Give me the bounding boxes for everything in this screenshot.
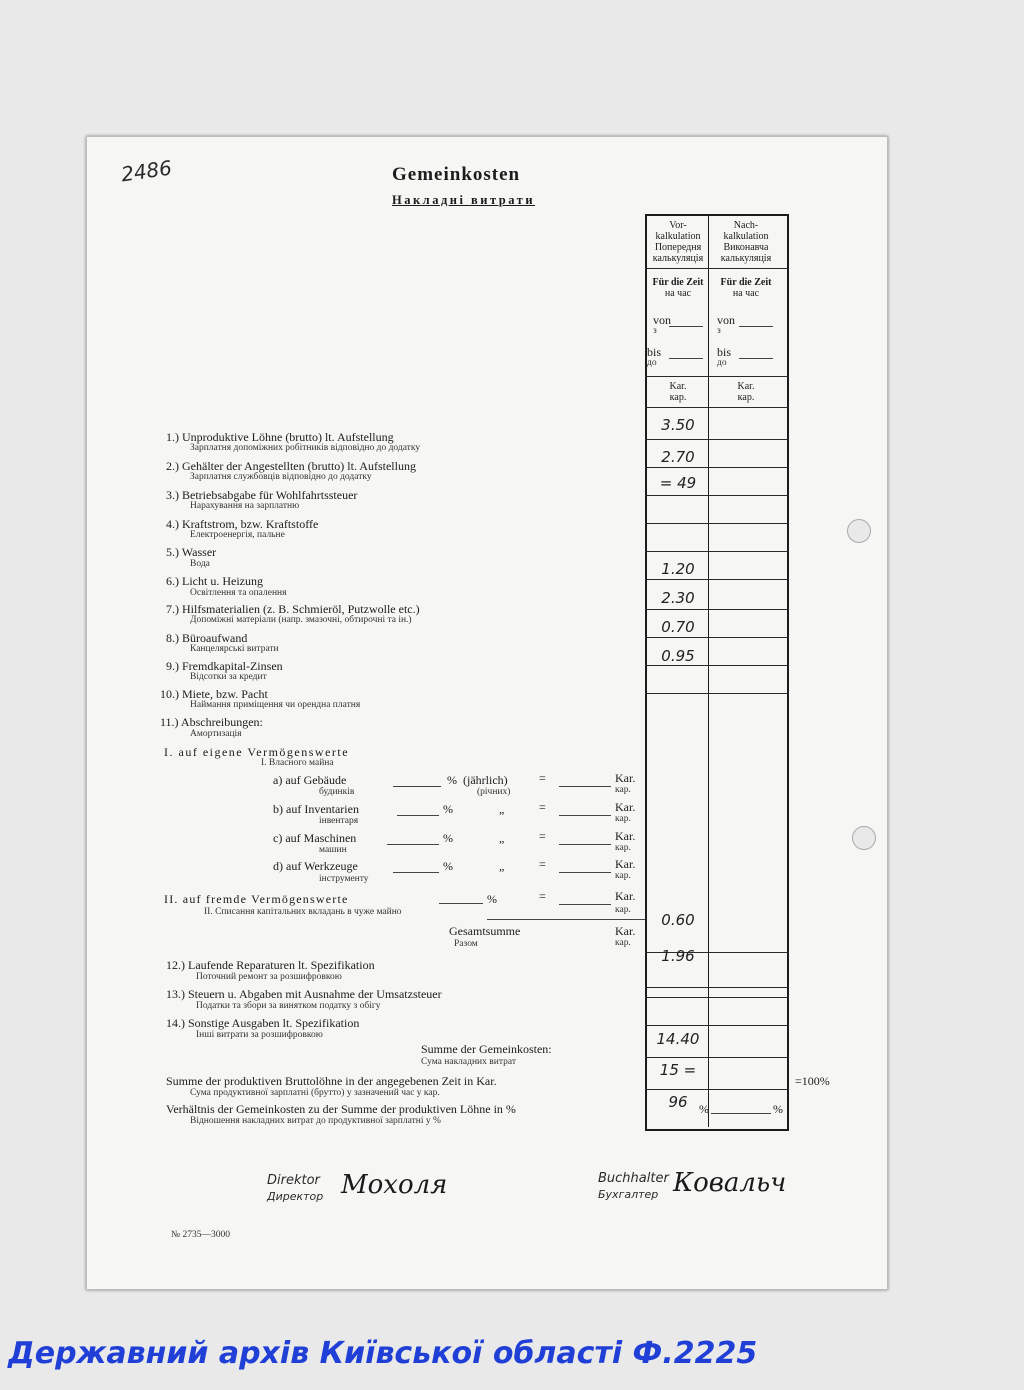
item-6-label-ua: Освітлення та опалення [190, 588, 287, 598]
archive-caption: Державний архів Київської області Ф.2225 [8, 1336, 758, 1371]
archive-code: 2486 [119, 155, 174, 187]
to-label-ua-2: до [717, 358, 727, 368]
director-label: Direktor [267, 1173, 320, 1188]
item-6-value: 1.20 [661, 560, 695, 578]
overhead-sum-label-ua: Сума накладних витрат [421, 1057, 516, 1067]
item-14-label-ua: Інші витрати за розшифровкою [196, 1030, 323, 1040]
page-title-ua: Накладні витрати [392, 193, 536, 207]
punch-hole [852, 826, 876, 850]
gesamtsumme-label-ua: Разом [454, 939, 478, 949]
productive-wages-label: Summe der produktiven Bruttolöhne in der angegebenen Zeit in Kar. [166, 1074, 497, 1088]
period-label-2: Für die Zeit на час [720, 277, 772, 299]
period-label-1: Für die Zeit на час [652, 277, 704, 299]
item-9-value: 0.95 [661, 647, 695, 665]
own-assets-heading-ua: I. Власного майна [261, 758, 334, 768]
from-label-ua-2: з [717, 326, 721, 336]
productive-wages-value: 15 = [659, 1061, 697, 1079]
item-14-label: 14.) Sonstige Ausgaben lt. Spezifikation [166, 1016, 360, 1030]
item-10-label-ua: Наймання приміщення чи орендна платня [190, 700, 361, 710]
item-8-label-ua: Канцелярські витрати [190, 644, 279, 654]
item-3-label: 3.) Betriebsabgabe für Wohlfahrtssteuer [166, 488, 358, 502]
item-12-label: 12.) Laufende Reparaturen lt. Spezifikation [166, 958, 375, 972]
item-5-label-ua: Вода [190, 559, 210, 569]
item-2-value: 2.70 [661, 448, 695, 466]
item-13-label: 13.) Steuern u. Abgaben mit Ausnahme der Umsatzsteuer [166, 987, 442, 1001]
depr-row-a-ua: будинків [319, 787, 355, 797]
own-assets-heading: I. auf eigene Vermögenswerte [164, 745, 350, 759]
depr-row-d-label: d) auf Werkzeuge [273, 859, 358, 873]
from-label-1: von [653, 313, 671, 327]
item-6-label: 6.) Licht u. Heizung [166, 574, 263, 588]
director-signature: Мохоля [341, 1170, 448, 1200]
overhead-sum-label: Summe der Gemeinkosten: [421, 1042, 552, 1056]
depr-row-b-ua: інвентаря [319, 816, 359, 826]
overhead-sum-value: 14.40 [656, 1030, 700, 1048]
form-number: № 2735—3000 [171, 1230, 230, 1240]
item-11-label: 11.) Abschreibungen: [160, 715, 263, 729]
depr-row-a-label: a) auf Gebäude [273, 773, 347, 787]
item-4-label-ua: Електроенергія, пальне [190, 530, 285, 540]
col-pre-calc-header: Vor- kalkulation Попередня калькуляція [652, 220, 704, 264]
item-12-label-ua: Поточний ремонт за розшифровкою [196, 972, 342, 982]
item-2-label: 2.) Gehälter der Angestellten (brutto) lt. Aufstellung [166, 459, 416, 473]
gesamtsumme-value: 0.60 [661, 911, 695, 929]
item-7-label-ua: Допоміжні матеріали (напр. змазочні, обтирочні та ін.) [190, 615, 412, 625]
productive-wages-label-ua: Сума продуктивної зарплатні (брутто) у зазначений час у кар. [190, 1088, 440, 1098]
currency-header-2: Kar. кар. [737, 381, 755, 403]
col-post-calc-header: Nach- kalkulation Виконавча калькуляція [720, 220, 772, 264]
foreign-assets-heading: II. auf fremde Vermögenswerte [164, 892, 349, 906]
item-7-value: 2.30 [661, 589, 695, 607]
item-9-label-ua: Відсотки за кредит [190, 672, 267, 682]
item-7-label: 7.) Hilfsmaterialien (z. B. Schmieröl, Putzwolle etc.) [166, 602, 420, 616]
item-3-label-ua: Нарахування на зарплатню [190, 501, 300, 511]
from-label-2: von [717, 313, 735, 327]
item-8-label: 8.) Büroaufwand [166, 631, 248, 645]
item-1-label: 1.) Unproduktive Löhne (brutto) lt. Aufstellung [166, 430, 394, 444]
table-divider [708, 214, 709, 1127]
ratio-label: Verhältnis der Gemeinkosten zu der Summe der produktiven Löhne in % [166, 1102, 516, 1116]
item-4-label: 4.) Kraftstrom, bzw. Kraftstoffe [166, 517, 319, 531]
document-page: 2486 Gemeinkosten Накладні витрати Vor- kalkulation Попередня калькуляція Nach- kalkulation Виконавча калькуляція Für die Zeit на час Für die Zeit на час von з von з bis до bis до Kar. кар. Kar. кар. 1.) Unproduktive Löhne (brutto) lt. Aufstellung Зарплатня допоміжних робітників відповідно до додатку 3.50 2.) Gehälter der Angestellten (brutto) lt. Aufstellung Зарплатня службовців відповідно до додатку 2.70 3.) Betriebsabgabe für Wohlfahrtssteuer Нарахування на зарплатню = 49 4.) Kraftstrom, bzw. Kraftstoffe Електроенергія, пальне 5.) Wasser Вода 6.) Licht u. Heizung Освітлення та опалення 1.20 7.) Hilfsmaterialien (z. B. Schmieröl, Putzwolle etc.) Допоміжні матеріали (напр. змазочні, обтирочні та ін.) 2.30 8.) Büroaufwand Канцелярські витрати 0.70 9.) Fremdkapital-Zinsen Відсотки за кредит 0.95 10.) Miete, bzw. Pacht Наймання приміщення чи орендна платня 11.) Abschreibungen: Амортизація I. auf eigene Vermögenswerte I. Власного майна a) auf Gebäude будинків % (jährlich) (річних) = Kar. кар. b) auf Inventarien інвентаря % „ = Kar. кар. c) auf Maschinen машин % „ = Kar. кар. d) auf Werkzeuge інструменту % „ = Kar. кар. II. auf fremde Vermögenswerte % = Kar. II. Списання капітальних вкладань в чуже майно кар. Gesamtsumme Разом Kar. кар. 0.60 12.) Laufende Reparaturen lt. Spezifikation Поточний ремонт за розшифровкою 1.96 13.) Steuern u. Abgaben mit Ausnahme der Umsatzsteuer Податки та збори за винятком податку з обігу 14.) Sonstige Ausgaben lt. Spezifikation Інші витрати за розшифровкою Summe der Gemeinkosten: Сума накладних витрат 14.40 Summe der produktiven Bruttolöhne in der angegebenen Zeit in Kar. Сума продуктивної зарплатні (брутто) у зазначений час у кар. 15 = =100% Verhältnis der Gemeinkosten zu der Summe der produktiven Löhne in % Відношення накладних витрат до продуктивної зарплатні у % 96 % % Direktor Директор Мохоля Buchhalter Бухгалтер Ковальч № 2735—3000 [86, 136, 888, 1290]
item-13-label-ua: Податки та збори за винятком податку з обігу [196, 1001, 381, 1011]
item-2-label-ua: Зарплатня службовців відповідно до додатку [190, 472, 372, 482]
accountant-label-ua: Бухгалтер [598, 1188, 659, 1201]
item-3-value: = 49 [659, 474, 697, 492]
accountant-label: Buchhalter [598, 1171, 669, 1186]
item-5-label: 5.) Wasser [166, 545, 217, 559]
depr-row-b-label: b) auf Inventarien [273, 802, 359, 816]
depr-row-d-ua: інструменту [319, 874, 369, 884]
hundred-percent: =100% [795, 1074, 830, 1088]
punch-hole [847, 519, 871, 543]
accountant-signature: Ковальч [673, 1168, 787, 1198]
to-label-1: bis [647, 345, 662, 359]
item-11-label-ua: Амортизація [190, 729, 242, 739]
depr-row-c-ua: машин [319, 845, 347, 855]
ratio-value: 96 [668, 1093, 688, 1111]
director-label-ua: Директор [267, 1190, 324, 1203]
ratio-label-ua: Відношення накладних витрат до продуктивної зарплатні у % [190, 1116, 441, 1126]
from-label-ua-1: з [653, 326, 657, 336]
depr-row-a-extra: (jährlich) [463, 773, 508, 787]
to-label-ua-1: до [647, 358, 657, 368]
item-9-label: 9.) Fremdkapital-Zinsen [166, 659, 283, 673]
gesamtsumme-label: Gesamtsumme [449, 924, 521, 938]
to-label-2: bis [717, 345, 732, 359]
item-1-label-ua: Зарплатня допоміжних робітників відповідно до додатку [190, 443, 421, 453]
currency-header-1: Kar. кар. [669, 381, 687, 403]
item-1-value: 3.50 [661, 416, 695, 434]
item-10-label: 10.) Miete, bzw. Pacht [160, 687, 268, 701]
foreign-assets-heading-ua: II. Списання капітальних вкладань в чуже майно [204, 907, 402, 917]
depr-row-a-extra-ua: (річних) [477, 787, 511, 797]
depr-row-c-label: c) auf Maschinen [273, 831, 357, 845]
page-title: Gemeinkosten [392, 164, 521, 185]
item-8-value: 0.70 [661, 618, 695, 636]
item-12-value: 1.96 [661, 947, 695, 965]
